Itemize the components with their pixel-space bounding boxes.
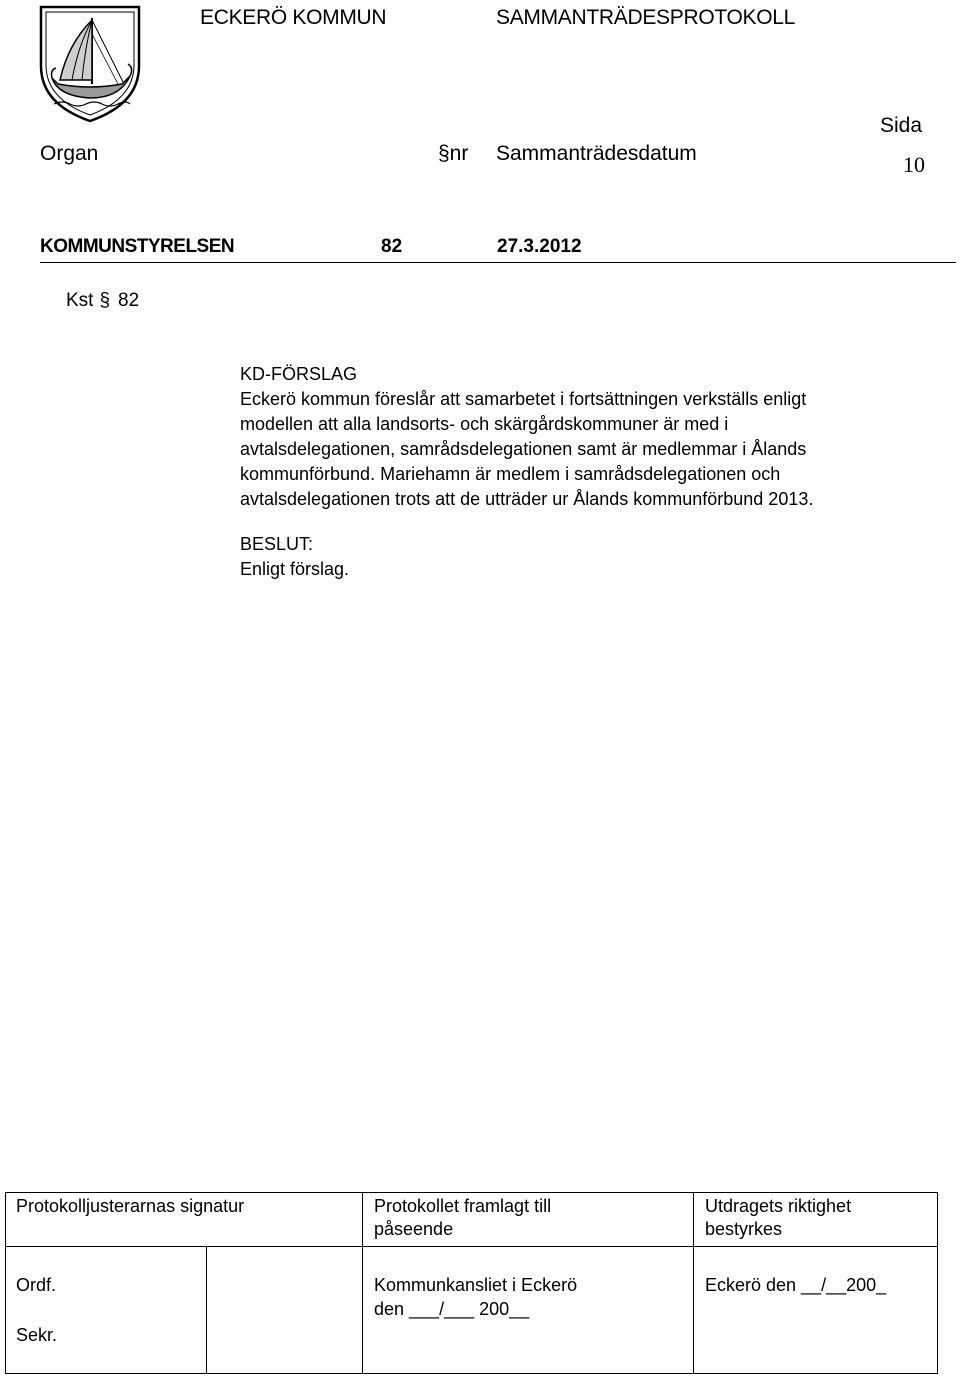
organ-value: KOMMUNSTYRELSEN bbox=[40, 236, 235, 257]
header-divider bbox=[40, 262, 956, 263]
municipality-name: ECKERÖ KOMMUN bbox=[200, 6, 387, 29]
posting-place: Kommunkansliet i Eckerö bbox=[374, 1275, 578, 1295]
decision-block bbox=[240, 532, 349, 582]
certify-header-line1: Utdragets riktighet bbox=[705, 1196, 852, 1216]
table-column-divider bbox=[206, 1246, 207, 1373]
section-prefix: Kst bbox=[66, 290, 94, 311]
meeting-date-value: 27.3.2012 bbox=[497, 236, 582, 257]
signature-table bbox=[5, 1192, 938, 1374]
section-number: 82 bbox=[118, 290, 140, 311]
organ-label: Organ bbox=[40, 142, 99, 165]
paragraph-sign: § bbox=[99, 290, 111, 311]
proposal-text bbox=[240, 362, 940, 512]
proposal-line: modellen att alla landsorts- och skärgårdskommuner är med i bbox=[240, 414, 729, 434]
table-row-divider bbox=[6, 1246, 937, 1247]
document-type: SAMMANTRÄDESPROTOKOLL bbox=[496, 6, 796, 29]
ship-shield-icon bbox=[38, 4, 142, 124]
meeting-date-label: Sammanträdesdatum bbox=[496, 142, 697, 165]
chair-label: Ordf. bbox=[16, 1275, 57, 1295]
certify-header-line2: bestyrkes bbox=[705, 1219, 783, 1239]
table-column-divider bbox=[362, 1193, 363, 1373]
secretary-label: Sekr. bbox=[16, 1325, 58, 1345]
posting-header-line2: påseende bbox=[374, 1219, 454, 1239]
decision-label: BESLUT: bbox=[240, 534, 314, 554]
page-label: Sida bbox=[880, 114, 923, 137]
section-number-label: §nr bbox=[438, 142, 469, 165]
certify-date: Eckerö den __/__200_ bbox=[705, 1275, 887, 1295]
section-reference bbox=[66, 290, 139, 312]
posting-date: den ___/___ 200__ bbox=[374, 1299, 530, 1319]
section-number-value: 82 bbox=[381, 236, 403, 257]
posting-header-line1: Protokollet framlagt till bbox=[374, 1196, 552, 1216]
proposal-line: Eckerö kommun föreslår att samarbetet i fortsättningen verkställs enligt bbox=[240, 389, 807, 409]
proposal-heading: KD-FÖRSLAG bbox=[240, 364, 358, 384]
proposal-line: avtalsdelegationen, samrådsdelegationen samt är medlemmar i Ålands bbox=[240, 439, 807, 459]
signature-header: Protokolljusterarnas signatur bbox=[16, 1196, 245, 1216]
page-number: 10 bbox=[903, 152, 925, 177]
table-column-divider bbox=[693, 1193, 694, 1373]
municipality-coat-of-arms bbox=[38, 4, 142, 124]
proposal-line: kommunförbund. Mariehamn är medlem i samrådsdelegationen och bbox=[240, 464, 781, 484]
proposal-line: avtalsdelegationen trots att de utträder ur Ålands kommunförbund 2013. bbox=[240, 489, 814, 509]
decision-text: Enligt förslag. bbox=[240, 559, 350, 579]
